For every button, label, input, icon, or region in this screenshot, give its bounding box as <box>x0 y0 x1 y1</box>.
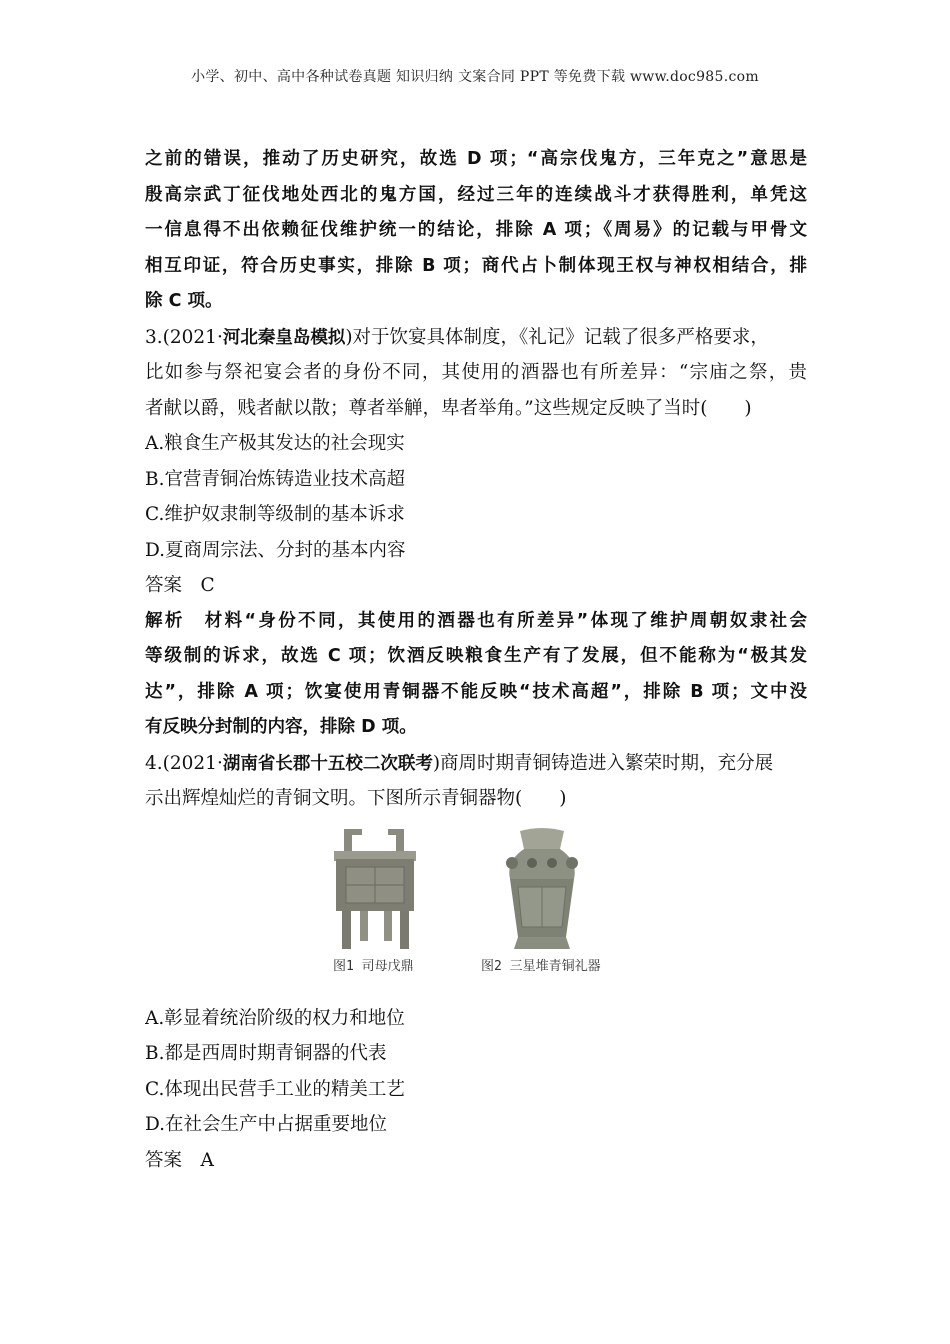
figure-1-caption: 图1 司母戊鼎 <box>333 958 414 974</box>
question-source: 湖南省长郡十五校二次联考 <box>222 753 433 774</box>
option-d: D.在社会生产中占据重要地位 <box>145 1114 388 1135</box>
option-d: D.夏商周宗法、分封的基本内容 <box>145 539 406 561</box>
analysis-line <box>145 604 807 640</box>
question-stem-line <box>145 320 807 356</box>
answer-label: 答案 <box>145 1149 183 1171</box>
page-header: 小学、初中、高中各种试卷真题 知识归纳 文案合同 PPT 等免费下载 www.doc985.com <box>191 69 759 85</box>
answer-label: 答案 <box>145 575 183 596</box>
answer-value: C <box>200 575 215 596</box>
option-a: A.粮食生产极其发达的社会现实 <box>145 433 405 454</box>
question-source: 河北秦皇岛模拟 <box>222 327 346 348</box>
option-a: A.彰显着统治阶级的权力和地位 <box>145 1007 405 1029</box>
analysis-line: 除 C 项。 <box>145 291 223 311</box>
figure-2-caption: 图2 三星堆青铜礼器 <box>481 958 601 974</box>
analysis-line: 之前的错误，推动了历史研究，故选 D 项；“高宗伐鬼方，三年克之”意思是 <box>145 149 807 169</box>
question-number: 4.(2021· <box>145 752 223 774</box>
analysis-line: 等级制的诉求，故选 C 项；饮酒反映粮食生产有了发展，但不能称为“极其发 <box>145 646 807 666</box>
option-b: B.官营青铜冶炼铸造业技术高超 <box>145 468 405 490</box>
question-stem-line: 者献以爵，贱者献以散；尊者举觯，卑者举角。”这些规定反映了当时( ) <box>145 397 752 419</box>
question-4 <box>145 746 807 1179</box>
analysis-line: 一信息得不出依赖征伐维护统一的结论，排除 A 项；《周易》的记载与甲骨文 <box>145 220 807 240</box>
option-b: B.都是西周时期青铜器的代表 <box>145 1043 387 1064</box>
answer-value: A <box>200 1149 214 1171</box>
question-3 <box>145 320 807 746</box>
question-stem-text: )商周时期青铜铸造进入繁荣时期，充分展 <box>432 752 774 774</box>
analysis-line: 达”，排除 A 项；饮宴使用青铜器不能反映“技术高超”，排除 B 项；文中没 <box>145 681 807 702</box>
ding-vessel-icon <box>330 827 420 952</box>
question-stem-line: 示出辉煌灿烂的青铜文明。下图所示青铜器物( ) <box>145 788 567 809</box>
analysis-line: 相互印证，符合历史事实，排除 B 项；商代占卜制体现王权与神权相结合，排 <box>145 255 807 276</box>
option-c: C.体现出民营手工业的精美工艺 <box>145 1078 405 1100</box>
page-content <box>145 142 807 1178</box>
answer-line <box>145 568 807 604</box>
q2-analysis-continuation <box>145 142 807 320</box>
figure-row <box>145 827 807 987</box>
analysis-text: 材料“身份不同，其使用的酒器也有所差异”体现了维护周朝奴隶社会 <box>204 610 807 631</box>
bronze-zun-vessel-icon <box>502 827 582 952</box>
option-c: C.维护奴隶制等级制的基本诉求 <box>145 504 405 525</box>
question-stem-line: 比如参与祭祀宴会者的身份不同，其使用的酒器也有所差异：“宗庙之祭，贵 <box>145 362 807 383</box>
question-number: 3.(2021· <box>145 326 223 348</box>
analysis-line: 殷高宗武丁征伐地处西北的鬼方国，经过三年的连续战斗才获得胜利，单凭这 <box>145 184 807 205</box>
question-stem-text: )对于饮宴具体制度，《礼记》记载了很多严格要求， <box>345 326 769 348</box>
answer-line <box>145 1143 807 1179</box>
figure-1-image <box>330 827 420 952</box>
analysis-label: 解析 <box>145 610 185 631</box>
question-stem-line <box>145 746 807 782</box>
analysis-line: 有反映分封制的内容，排除 D 项。 <box>145 717 417 737</box>
figure-2-image <box>502 827 582 952</box>
